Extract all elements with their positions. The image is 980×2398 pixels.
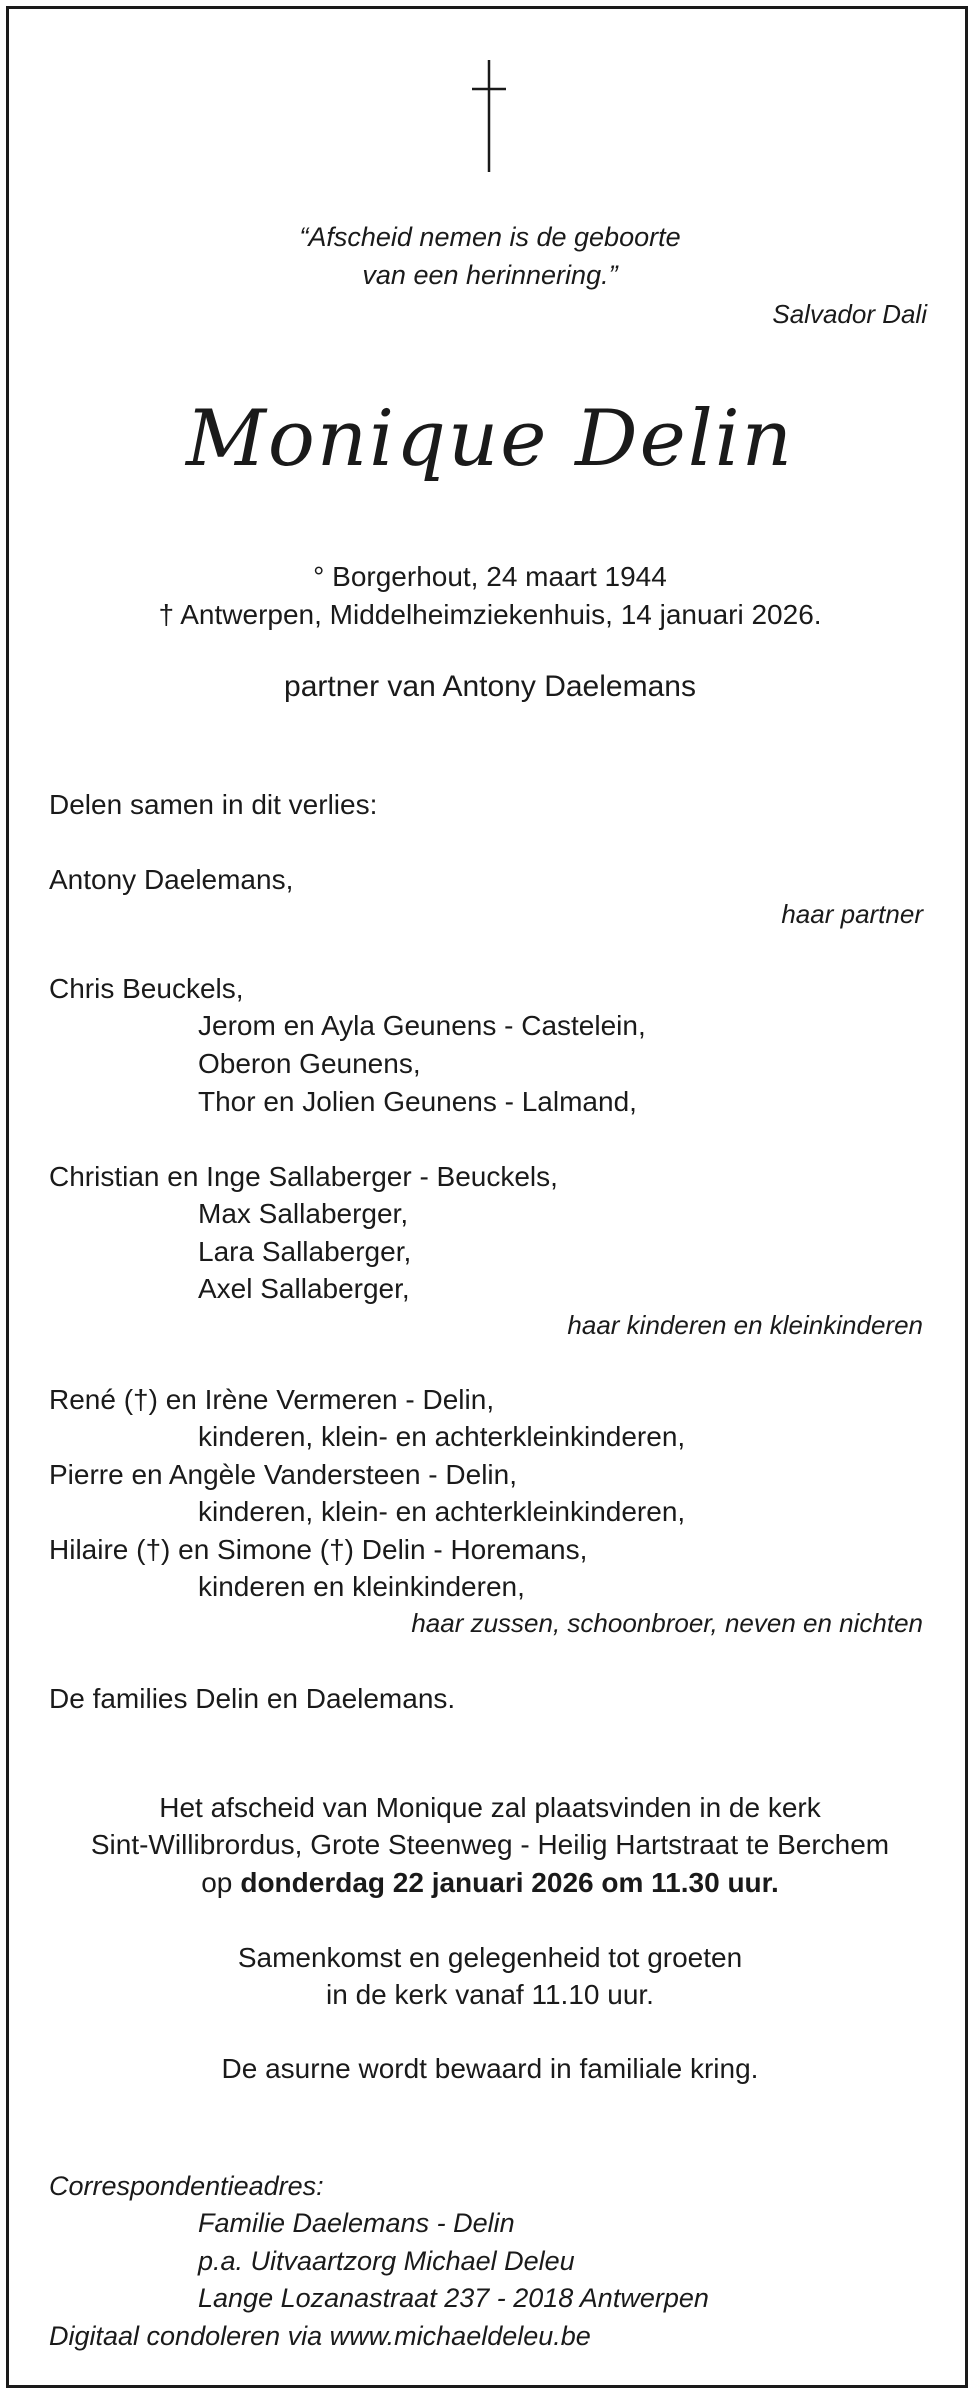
- siblings-role: haar zussen, schoonbroer, neven en nichten: [411, 1608, 923, 1638]
- child-1: Chris Beuckels,: [49, 973, 244, 1004]
- cross-icon: [469, 55, 509, 175]
- correspondence-label: Correspondentieadres:: [49, 2171, 324, 2201]
- urn-line: De asurne wordt bewaard in familiale kring.: [221, 2053, 759, 2084]
- death-line: † Antwerpen, Middelheimziekenhuis, 14 januari 2026.: [158, 599, 822, 630]
- quote-line-2: van een herinnering.”: [362, 260, 618, 290]
- quote-line-1: “Afscheid nemen is de geboorte: [299, 222, 681, 252]
- sibling-2-descendants: kinderen, klein- en achterkleinkinderen,: [198, 1496, 686, 1527]
- child-2: Christian en Inge Sallaberger - Beuckels,: [49, 1161, 558, 1192]
- grandchild-2-2: Lara Sallaberger,: [198, 1236, 412, 1267]
- sibling-1-descendants: kinderen, klein- en achterkleinkinderen,: [198, 1421, 686, 1452]
- families-line: De families Delin en Daelemans.: [49, 1683, 456, 1714]
- grandchild-2-3: Axel Sallaberger,: [198, 1273, 410, 1304]
- gathering-line-1: Samenkomst en gelegenheid tot groeten: [237, 1942, 743, 1973]
- ceremony-line-1: Het afscheid van Monique zal plaatsvinden in de kerk: [159, 1792, 821, 1823]
- online-condolence: Digitaal condoleren via www.michaeldeleu.be: [49, 2321, 591, 2351]
- sibling-2: Pierre en Angèle Vandersteen - Delin,: [49, 1459, 517, 1490]
- sibling-1: René (†) en Irène Vermeren - Delin,: [49, 1384, 495, 1415]
- correspondence-line-1: Familie Daelemans - Delin: [198, 2208, 515, 2238]
- grandchild-1-2: Oberon Geunens,: [198, 1048, 421, 1079]
- ceremony-prefix: op: [201, 1867, 233, 1898]
- correspondence-line-2: p.a. Uitvaartzorg Michael Deleu: [198, 2246, 575, 2276]
- children-role: haar kinderen en kleinkinderen: [567, 1310, 923, 1340]
- partner-role: haar partner: [781, 899, 923, 929]
- grandchild-2-1: Max Sallaberger,: [198, 1198, 409, 1229]
- quote-author: Salvador Dali: [772, 299, 927, 329]
- partner-name: Antony Daelemans,: [49, 864, 294, 895]
- deceased-name: Monique Delin: [186, 394, 794, 484]
- ceremony-line-3: [9, 1866, 968, 1900]
- ceremony-line-2: Sint-Willibrordus, Grote Steenweg - Heilig Hartstraat te Berchem: [90, 1829, 890, 1860]
- grandchild-1-3: Thor en Jolien Geunens - Lalmand,: [198, 1086, 637, 1117]
- gathering-line-2: in de kerk vanaf 11.10 uur.: [326, 1979, 654, 2010]
- correspondence-line-3: Lange Lozanastraat 237 - 2018 Antwerpen: [198, 2283, 709, 2313]
- family-intro: Delen samen in dit verlies:: [49, 789, 378, 820]
- birth-line: ° Borgerhout, 24 maart 1944: [313, 561, 667, 592]
- sibling-3-descendants: kinderen en kleinkinderen,: [198, 1571, 525, 1602]
- obituary-card: [6, 6, 968, 2388]
- grandchild-1-1: Jerom en Ayla Geunens - Castelein,: [198, 1010, 646, 1041]
- ceremony-date: donderdag 22 januari 2026 om 11.30 uur.: [240, 1867, 779, 1898]
- partner-line: partner van Antony Daelemans: [284, 670, 696, 703]
- sibling-3: Hilaire (†) en Simone (†) Delin - Horemans,: [49, 1534, 588, 1565]
